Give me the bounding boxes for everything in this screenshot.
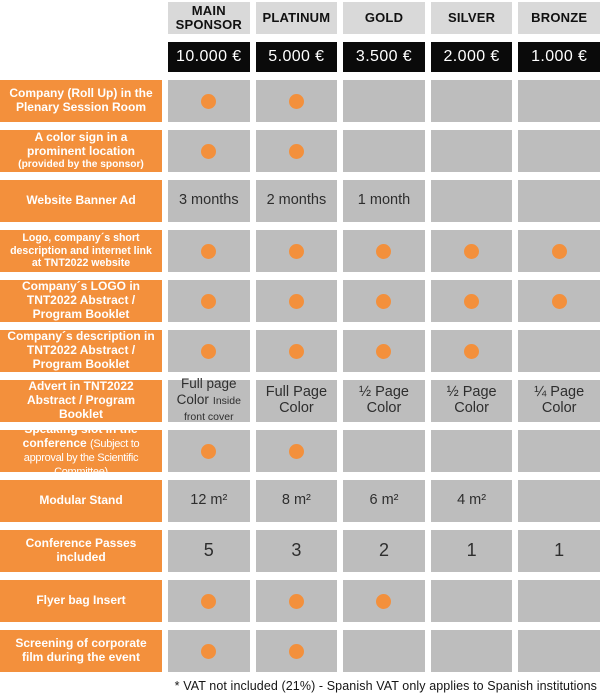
benefit-cell [168,376,250,423]
cell-text: 8 m² [281,492,311,509]
included-dot-icon [552,294,567,309]
benefit-cell [431,380,513,422]
included-dot-icon [201,344,216,359]
benefit-cell [168,630,250,672]
benefit-cell [518,180,600,222]
cell-text: ½ Page Color [358,384,409,416]
benefit-cell [431,330,513,372]
benefit-cell [168,580,250,622]
row-label [0,180,162,222]
benefit-cell [431,580,513,622]
row-label [0,330,162,372]
tier-header-gold: GOLD [343,2,425,34]
row-label [0,380,162,422]
tier-header-silver: SILVER [431,2,513,34]
benefit-cell [168,480,250,522]
benefit-cell [431,530,513,572]
price-badge: 2.000 € [431,42,513,72]
row-label [0,480,162,522]
row-label [0,422,162,478]
benefit-cell [343,530,425,572]
cell-text: 6 m² [369,492,399,509]
benefit-cell [168,230,250,272]
row-label [0,80,162,122]
included-dot-icon [289,94,304,109]
included-dot-icon [552,244,567,259]
included-dot-icon [289,244,304,259]
row-label-text: Company (Roll Up) in the Plenary Session Room [9,86,153,114]
benefit-cell [256,330,338,372]
tier-header-platinum: PLATINUM [256,2,338,34]
tier-header-main-sponsor: MAIN SPONSOR [168,2,250,34]
benefit-cell [168,430,250,472]
benefit-cell [518,80,600,122]
benefit-cell [168,130,250,172]
included-dot-icon [201,144,216,159]
included-dot-icon [464,344,479,359]
benefit-cell [256,280,338,322]
price-badge: 3.500 € [343,42,425,72]
row-label-text: Website Banner Ad [26,193,136,208]
row-label-note: (provided by the sponsor) [18,159,144,171]
benefit-cell [168,180,250,222]
benefit-cell [343,630,425,672]
row-label [0,130,162,172]
included-dot-icon [201,444,216,459]
included-dot-icon [201,244,216,259]
benefit-cell [431,430,513,472]
benefit-cell [168,280,250,322]
cell-text: 5 [203,540,214,561]
included-dot-icon [376,594,391,609]
price-badge: 1.000 € [518,42,600,72]
benefit-cell [518,480,600,522]
cell-subtext: Inside front cover [183,395,241,423]
sponsorship-grid [0,2,600,672]
included-dot-icon [464,294,479,309]
included-dot-icon [376,344,391,359]
included-dot-icon [376,294,391,309]
row-label-text: Flyer bag Insert [36,593,126,608]
cell-text: ¼ Page Color [534,384,585,416]
row-label-text: Company´s description in TNT2022 Abstract / Program Booklet [7,329,155,371]
benefit-cell [518,230,600,272]
row-label [0,630,162,672]
row-label-text: Logo, company´s short description and internet link at TNT2022 website [10,231,152,270]
included-dot-icon [289,444,304,459]
row-label [0,530,162,572]
benefit-cell [343,180,425,222]
row-label-text: Company´s LOGO in TNT2022 Abstract / Program Booklet [21,279,140,321]
benefit-cell [431,230,513,272]
row-label-text: Advert in TNT2022 Abstract / Program Booklet [26,379,136,421]
benefit-cell [256,180,338,222]
row-label-text: Screening of corporate film during the event [15,636,147,664]
benefit-cell [168,530,250,572]
benefit-cell [518,580,600,622]
cell-text: 3 [291,540,302,561]
benefit-cell [518,330,600,372]
corner-spacer [0,2,162,34]
cell-text: ½ Page Color [446,384,497,416]
benefit-cell [518,280,600,322]
benefit-cell [343,280,425,322]
included-dot-icon [289,594,304,609]
benefit-cell [518,430,600,472]
tier-header-bronze: BRONZE [518,2,600,34]
row-label-text: Speaking slot in the conference [22,422,138,451]
benefit-cell [518,130,600,172]
benefit-cell [256,380,338,422]
benefit-cell [256,430,338,472]
included-dot-icon [464,244,479,259]
included-dot-icon [201,644,216,659]
price-badge: 5.000 € [256,42,338,72]
benefit-cell [343,230,425,272]
cell-text: 12 m² [190,492,228,509]
benefit-cell [431,180,513,222]
included-dot-icon [201,94,216,109]
included-dot-icon [289,344,304,359]
benefit-cell [343,430,425,472]
benefit-cell [431,480,513,522]
included-dot-icon [289,644,304,659]
row-label-text: Modular Stand [39,493,123,508]
benefit-cell [256,80,338,122]
benefit-cell [343,330,425,372]
cell-text: 3 months [178,192,239,209]
benefit-cell [168,80,250,122]
corner-spacer [0,42,162,72]
included-dot-icon [201,594,216,609]
cell-text: Full page Color [176,376,237,408]
benefit-cell [256,230,338,272]
cell-text: 1 [466,540,477,561]
row-label [0,230,162,272]
benefit-cell [518,530,600,572]
included-dot-icon [289,144,304,159]
cell-text: Full Page Color [265,384,328,416]
row-label-text: Conference Passes included [25,536,137,564]
benefit-cell [431,80,513,122]
benefit-cell [343,580,425,622]
benefit-cell [256,530,338,572]
benefit-cell [256,130,338,172]
cell-text: 1 month [357,192,411,209]
included-dot-icon [289,294,304,309]
benefit-cell [256,630,338,672]
cell-text: 2 months [266,192,327,209]
benefit-cell [256,480,338,522]
row-label-text: A color sign in a prominent location [27,130,135,159]
benefit-cell [343,480,425,522]
benefit-cell [343,80,425,122]
row-label [0,280,162,322]
row-label [0,580,162,622]
benefit-cell [256,580,338,622]
benefit-cell [431,630,513,672]
benefit-cell [343,380,425,422]
included-dot-icon [201,294,216,309]
cell-text: 2 [378,540,389,561]
vat-footnote: * VAT not included (21%) - Spanish VAT only applies to Spanish institutions [174,679,597,693]
benefit-cell [518,380,600,422]
benefit-cell [518,630,600,672]
price-badge: 10.000 € [168,42,250,72]
benefit-cell [343,130,425,172]
row-label-note: (Subject to approval by the Scientific Committee) [23,438,140,478]
cell-text: 4 m² [457,492,487,509]
included-dot-icon [376,244,391,259]
benefit-cell [168,330,250,372]
benefit-cell [431,130,513,172]
benefit-cell [431,280,513,322]
cell-text: 1 [554,540,565,561]
